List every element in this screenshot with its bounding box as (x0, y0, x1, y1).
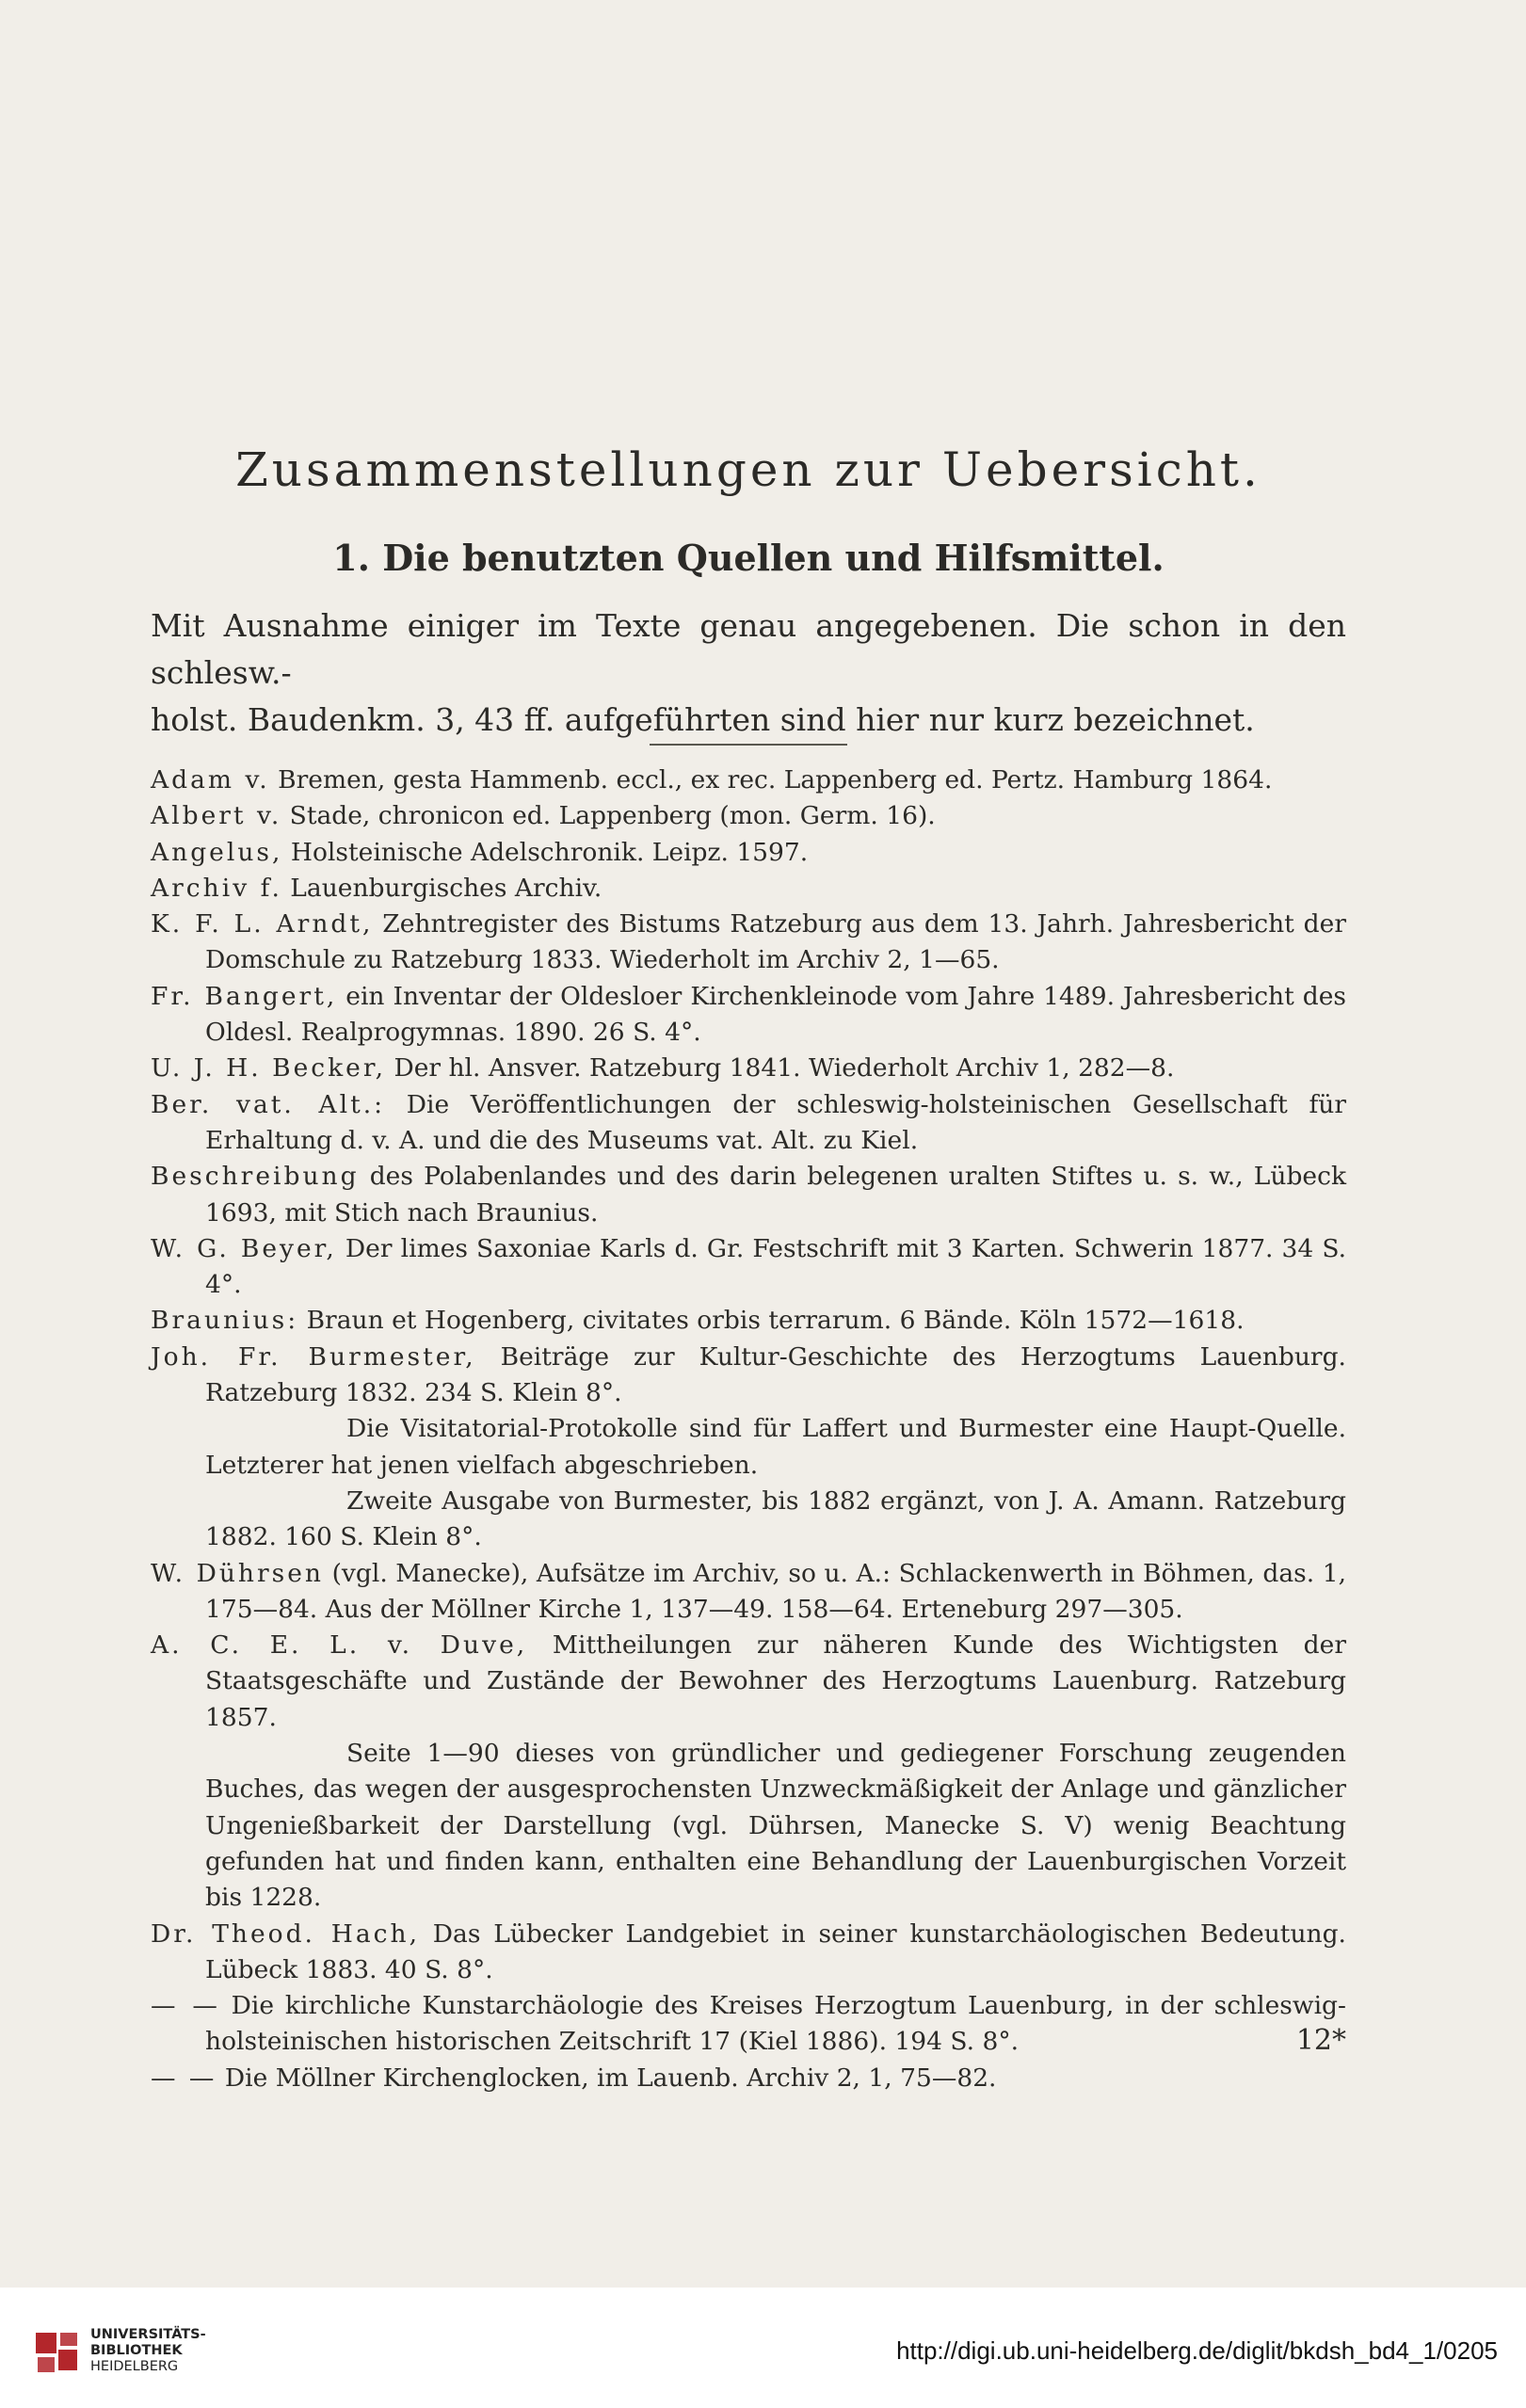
bibliography-entry (151, 763, 1346, 798)
intro-line: Mit Ausnahme einiger im Texte genau angegebenen. Die schon in den schlesw.- (151, 607, 1346, 691)
intro-paragraph (151, 602, 1346, 744)
library-name-line: UNIVERSITÄTS- (90, 2327, 206, 2342)
entry-text: Zweite Ausgabe von Burmester, bis 1882 ergänzt, von J. A. Amann. Ratzeburg 1882. 160 S. Klein 8°. (205, 1485, 1346, 1552)
entry-text: ein Inventar der Oldesloer Kirchenkleinode vom Jahre 1489. Jahresbericht des Oldesl. Realprogymnas. 1890. 26 S. 4°. (205, 981, 1346, 1048)
section-divider (650, 744, 847, 746)
entry-text: Das Lübecker Landgebiet in seiner kunstarchäologischen Bedeutung. Lübeck 1883. 40 S. 8°. (205, 1918, 1346, 1984)
library-footer (0, 2288, 1526, 2408)
entry-author: Adam v. (151, 765, 270, 795)
entry-text: Die Veröffentlichungen der schleswig-holsteinischen Gesellschaft für Erhaltung d. v. A. und die des Museums vat. Alt. zu Kiel. (205, 1089, 1347, 1155)
entry-author: W. Dührsen (151, 1558, 324, 1588)
bibliography-entry (151, 1628, 1346, 1736)
bibliography-entry (151, 907, 1346, 979)
entry-text: Die Möllner Kirchenglocken, im Lauenb. Archiv 2, 1, 75—82. (217, 2063, 997, 2093)
section-heading: 1. Die benutzten Quellen und Hilfsmittel. (332, 537, 1165, 579)
library-name-line: HEIDELBERG (90, 2359, 179, 2374)
entry-author: Ber. vat. Alt.: (151, 1089, 386, 1119)
entry-author: A. C. E. L. v. Duve, (151, 1630, 528, 1661)
bibliography-list (151, 763, 1346, 2096)
entry-text: Die kirchliche Kunstarchäologie des Kreises Herzogtum Lauenburg, in der schleswig-holsteinischen historischen Zeitschrift 17 (Kiel 1886). 194 S. 8°. (205, 1991, 1346, 2057)
entry-text: Braun et Hogenberg, civitates orbis terrarum. 6 Bände. Köln 1572—1618. (298, 1306, 1245, 1336)
entry-author: Albert v. (151, 801, 282, 831)
university-library-logo-icon (30, 2325, 83, 2378)
entry-text: Beiträge zur Kultur-Geschichte des Herzogtums Lauenburg. Ratzeburg 1832. 234 S. Klein 8°. (205, 1341, 1346, 1408)
page-title: Zusammenstellungen zur Uebersicht. (235, 442, 1261, 497)
entry-author: W. G. Beyer, (151, 1233, 337, 1263)
entry-author: Fr. Bangert, (151, 981, 338, 1011)
entry-text: Lauenburgisches Archiv. (281, 873, 602, 903)
entry-author: Beschreibung (151, 1162, 360, 1192)
entry-author: Archiv f. (151, 873, 282, 903)
page-number: 12* (1295, 2024, 1346, 2057)
bibliography-entry (151, 1736, 1346, 1916)
entry-author: — — (151, 2063, 217, 2093)
bibliography-entry (151, 835, 1346, 871)
bibliography-entry (151, 1159, 1346, 1231)
bibliography-entry (151, 1340, 1346, 1412)
bibliography-entry (151, 1051, 1346, 1086)
entry-author: Dr. Theod. Hach, (151, 1918, 420, 1949)
intro-line: holst. Baudenkm. 3, 43 ff. aufgeführten sind hier nur kurz bezeichnet. (151, 701, 1255, 738)
entry-text: Stade, chronicon ed. Lappenberg (mon. Germ. 16). (281, 801, 936, 831)
entry-text: des Polabenlandes und des darin belegenen uralten Stiftes u. s. w., Lübeck 1693, mit Stich nach Braunius. (205, 1162, 1346, 1228)
library-name (90, 2327, 206, 2375)
bibliography-entry (151, 1484, 1346, 1556)
entry-author: K. F. L. Arndt, (151, 909, 374, 939)
entry-text: Der limes Saxoniae Karls d. Gr. Festschrift mit 3 Karten. Schwerin 1877. 34 S. 4°. (205, 1233, 1346, 1300)
entry-text: Die Visitatorial-Protokolle sind für Laffert und Burmester eine Haupt-Quelle. Letzterer hat jenen vielfach abgeschrieben. (205, 1414, 1346, 1480)
bibliography-entry (151, 2061, 1346, 2096)
bibliography-entry (151, 1988, 1346, 2061)
entry-author: Braunius: (151, 1306, 299, 1336)
library-name-line: BIBLIOTHEK (90, 2343, 183, 2358)
bibliography-entry (151, 1556, 1346, 1629)
entry-author: Angelus, (151, 837, 283, 867)
entry-author: U. J. H. Becker, (151, 1053, 387, 1084)
bibliography-entry (151, 1411, 1346, 1484)
entry-author: Joh. Fr. Burmester, (151, 1341, 476, 1372)
bibliography-entry (151, 1917, 1346, 1989)
bibliography-entry (151, 1087, 1346, 1160)
bibliography-entry (151, 979, 1346, 1051)
entry-text: Holsteinische Adelschronik. Leipz. 1597. (282, 837, 809, 867)
bibliography-entry (151, 1231, 1346, 1304)
entry-text: Zehntregister des Bistums Ratzeburg aus dem 13. Jahrh. Jahresbericht der Domschule zu Ratzeburg 1833. Wiederholt im Archiv 2, 1—65. (205, 909, 1346, 975)
bibliography-entry (151, 871, 1346, 907)
entry-author: — — (151, 1991, 220, 2021)
entry-text: Der hl. Ansver. Ratzeburg 1841. Wiederholt Archiv 1, 282—8. (386, 1053, 1175, 1084)
bibliography-entry (151, 798, 1346, 834)
entry-text: Seite 1—90 dieses von gründlicher und gediegener Forschung zeugenden Buches, das wegen der ausgesprochensten Unzweckmäßigkeit der Anlage und gänzlicher Ungenießbarkeit der Darstellung (vgl. Dührsen, Manecke S. V) wenig Beachtung gefunden hat und finden kann, enthalten eine Behandlung der Lauenburgischen Vorzeit bis 1228. (205, 1739, 1346, 1913)
entry-text: Bremen, gesta Hammenb. eccl., ex rec. Lappenberg ed. Pertz. Hamburg 1864. (269, 765, 1273, 795)
entry-text: (vgl. Manecke), Aufsätze im Archiv, so u. A.: Schlackenwerth in Böhmen, das. 1, 175—84. Aus der Möllner Kirche 1, 137—49. 158—64. Erteneburg 297—305. (205, 1558, 1346, 1624)
entry-text: Mittheilungen zur näheren Kunde des Wichtigsten der Staatsgeschäfte und Zustände der Bewohner des Herzogtums Lauenburg. Ratzeburg 1857. (205, 1630, 1346, 1732)
bibliography-entry (151, 1303, 1346, 1339)
source-url-link[interactable]: http://digi.ub.uni-heidelberg.de/diglit/bkdsh_bd4_1/0205 (896, 2336, 1498, 2365)
